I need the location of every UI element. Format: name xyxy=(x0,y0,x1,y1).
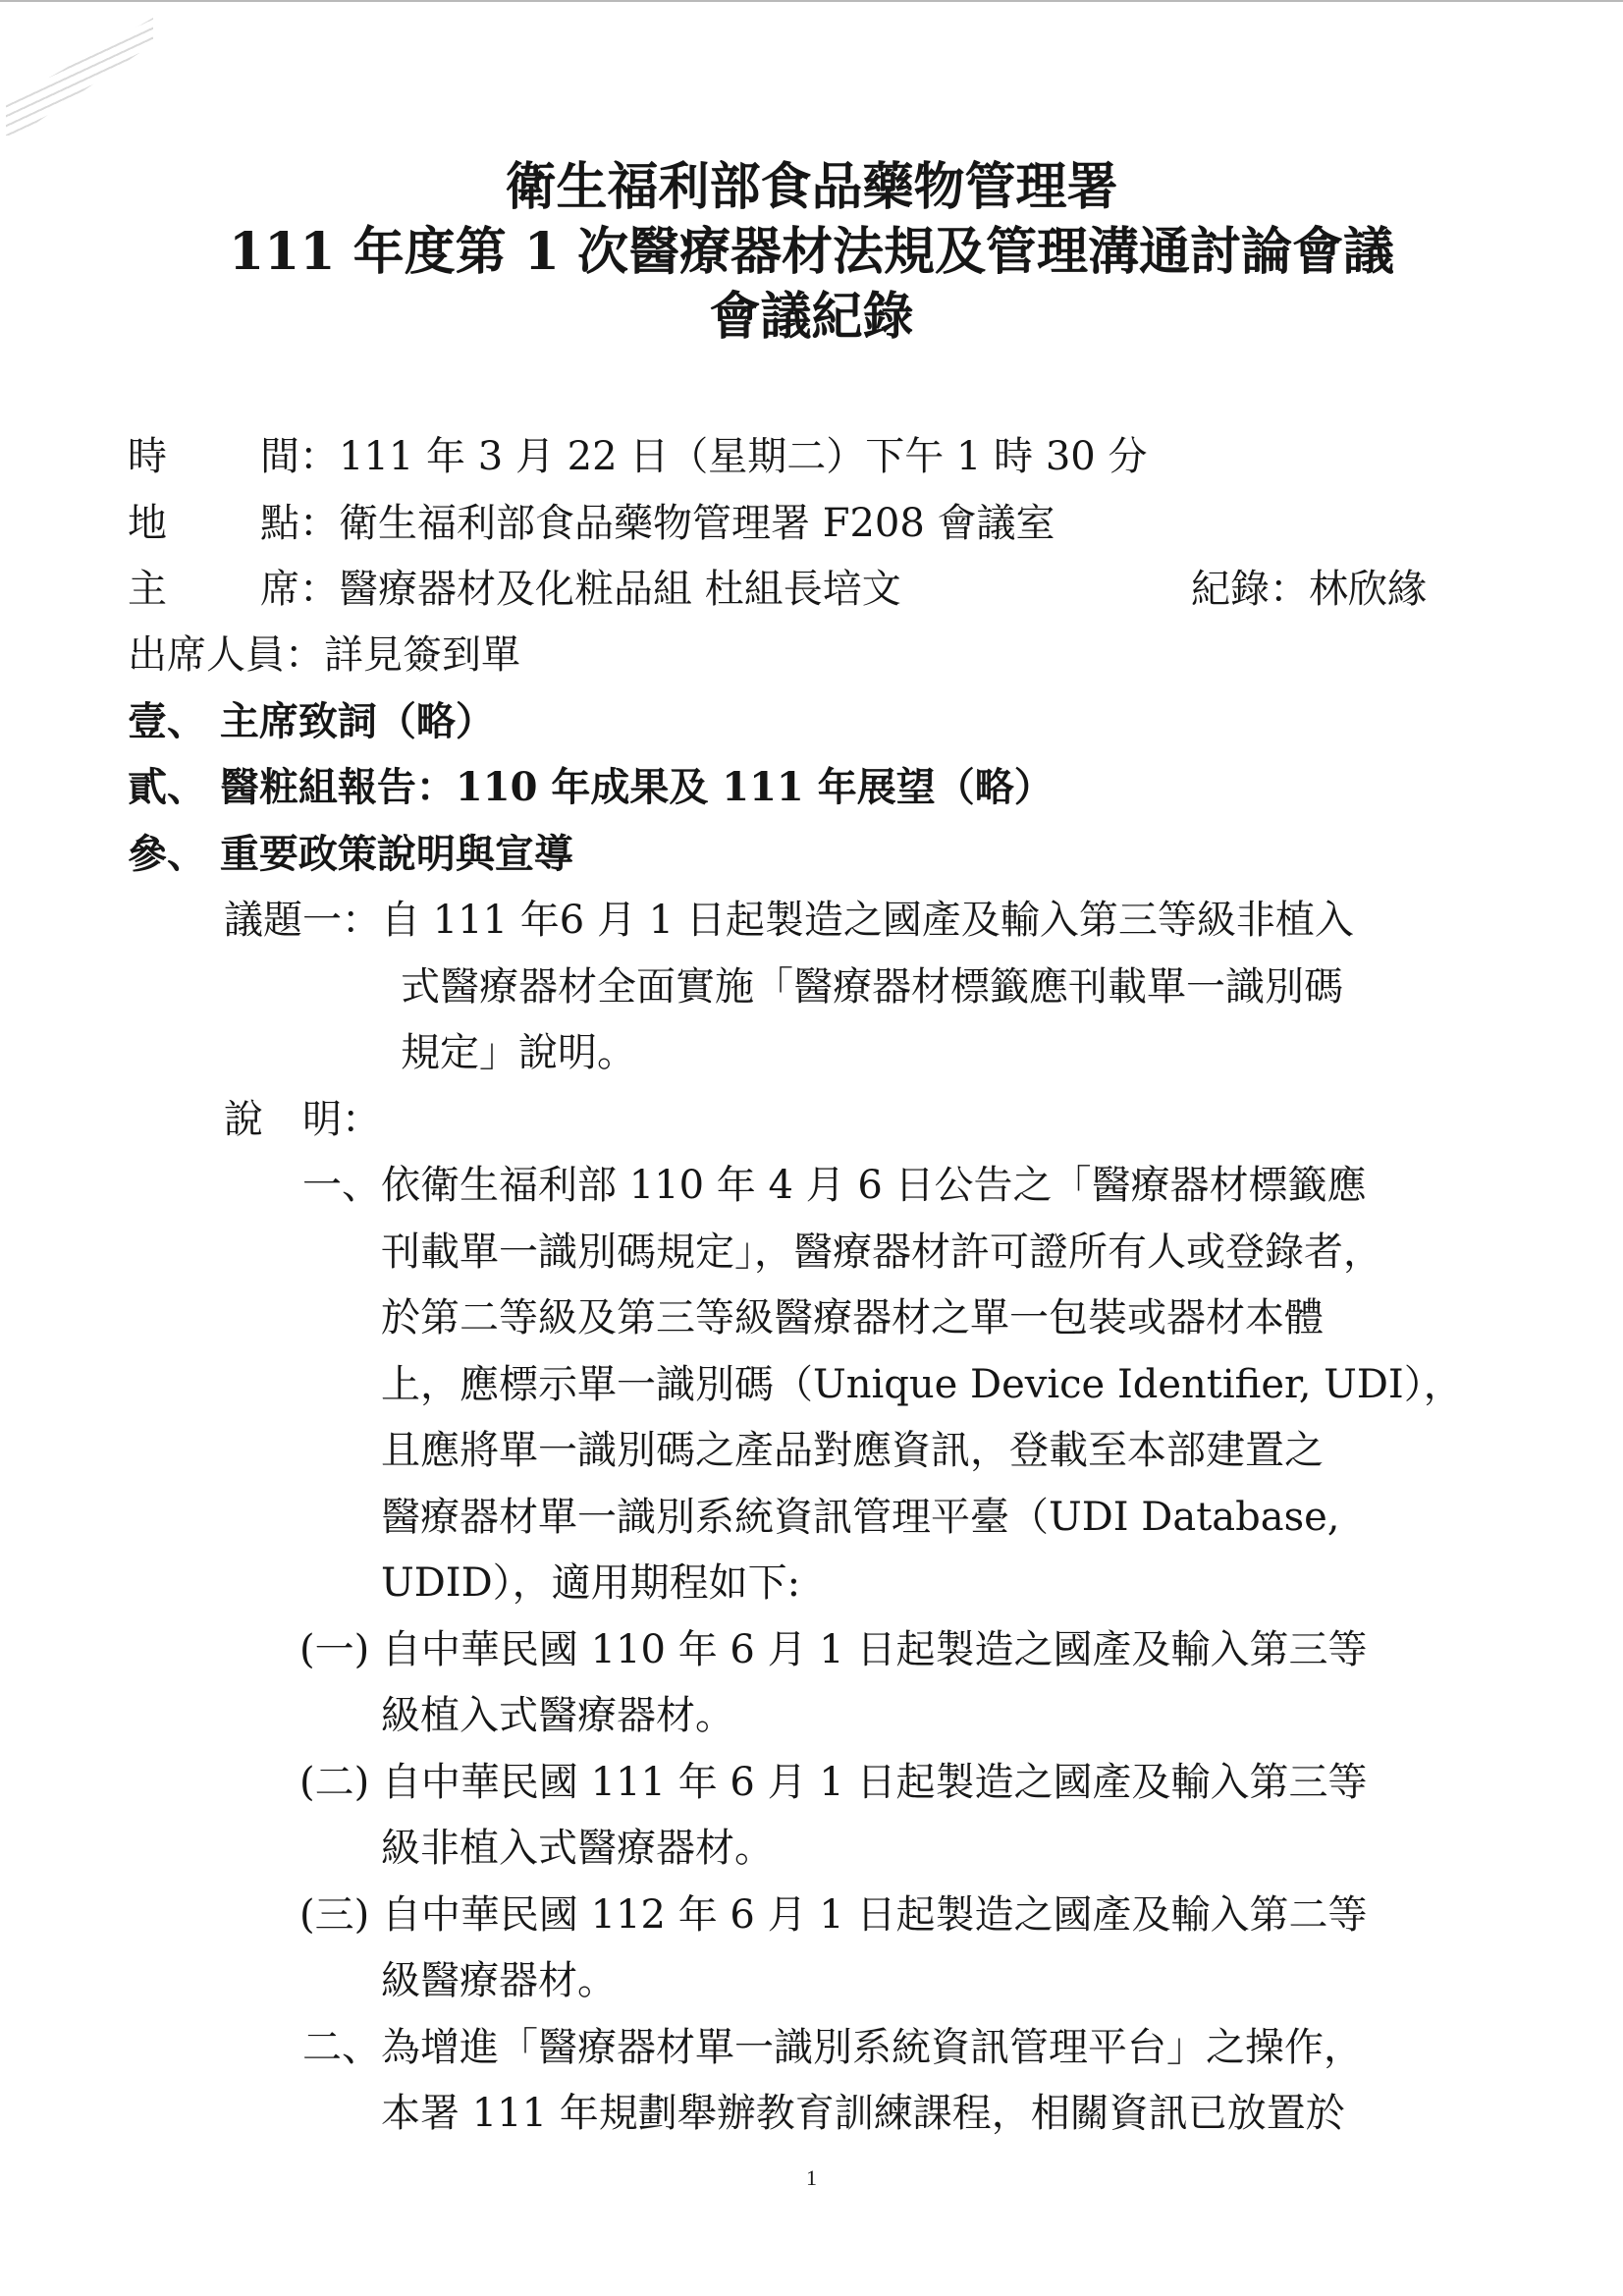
place-value: ：衛生福利部食品藥物管理署 F208 會議室 xyxy=(299,501,1055,546)
item1-line-3: 於第二等級及第三等級醫療器材之單一包裝或器材本體 xyxy=(381,1295,1324,1340)
chair-label-b: 席 xyxy=(260,567,299,612)
meta-place xyxy=(128,499,1055,548)
topic1-line-1: 議題一：自 111 年6 月 1 日起製造之國產及輸入第三等級非植入 xyxy=(224,898,1354,943)
page-number: 1 xyxy=(806,2165,817,2190)
topic1-line-3: 規定」說明。 xyxy=(401,1030,636,1075)
scan-artifact xyxy=(6,18,153,136)
item2-line-2: 本署 111 年規劃舉辦教育訓練課程，相關資訊已放置於 xyxy=(381,2091,1345,2136)
item1-line-2: 刊載單一識別碼規定」，醫療器材許可證所有人或登錄者， xyxy=(381,1230,1382,1275)
meta-time xyxy=(128,432,1147,481)
section-2: 貳、 醫粧組報告：110 年成果及 111 年展望（略） xyxy=(128,764,1054,810)
item1-line-5: 且應將單一識別碼之產品對應資訊，登載至本部建置之 xyxy=(381,1428,1324,1473)
meta-attendees: 出席人員：詳見簽到單 xyxy=(128,632,520,678)
place-label-a: 地 xyxy=(128,501,167,546)
chair-label-a: 主 xyxy=(128,567,167,612)
title-agency: 衛生福利部食品藥物管理署 xyxy=(505,157,1118,217)
sub2-line-2: 級非植入式醫療器材。 xyxy=(381,1826,774,1871)
time-value: ：111 年 3 月 22 日（星期二）下午 1 時 30 分 xyxy=(299,434,1148,479)
sub1-line-2: 級植入式醫療器材。 xyxy=(381,1693,734,1738)
place-label-b: 點 xyxy=(260,501,299,546)
item1-line-1: 一、依衛生福利部 110 年 4 月 6 日公告之「醫療器材標籤應 xyxy=(302,1163,1367,1208)
meta-chair xyxy=(128,565,901,614)
section-3: 參、 重要政策說明與宣導 xyxy=(128,831,573,877)
topic1-line-2: 式醫療器材全面實施「醫療器材標籤應刊載單一識別碼 xyxy=(401,964,1343,1010)
item1-line-4: 上，應標示單一識別碼（Unique Device Identifier, UDI）， xyxy=(381,1362,1463,1407)
item1-line-6: 醫療器材單一識別系統資訊管理平臺（UDI Database, xyxy=(381,1495,1340,1540)
time-label-b: 間 xyxy=(260,434,299,479)
sub1-line-1: (一) 自中華民國 110 年 6 月 1 日起製造之國產及輸入第三等 xyxy=(299,1627,1368,1672)
item1-line-7: UDID），適用期程如下: xyxy=(381,1560,801,1606)
sub3-line-1: (三) 自中華民國 112 年 6 月 1 日起製造之國產及輸入第二等 xyxy=(299,1892,1368,1938)
document-title-block xyxy=(0,155,1623,350)
title-minutes: 會議紀錄 xyxy=(709,287,914,347)
meta-recorder: 紀錄：林欣緣 xyxy=(1191,567,1427,612)
chair-value: ：醫療器材及化粧品組 杜組長培文 xyxy=(299,567,901,612)
explanation-label: 說 明： xyxy=(224,1097,381,1142)
section-1: 壹、 主席致詞（略） xyxy=(128,698,495,744)
sub3-line-2: 級醫療器材。 xyxy=(381,1958,617,2003)
time-label-a: 時 xyxy=(128,434,167,479)
title-meeting: 111 年度第 1 次醫療器材法規及管理溝通討論會議 xyxy=(228,222,1395,282)
sub2-line-1: (二) 自中華民國 111 年 6 月 1 日起製造之國產及輸入第三等 xyxy=(299,1760,1368,1805)
item2-line-1: 二、為增進「醫療器材單一識別系統資訊管理平台」之操作， xyxy=(302,2025,1363,2070)
scan-top-edge xyxy=(0,0,1623,2)
